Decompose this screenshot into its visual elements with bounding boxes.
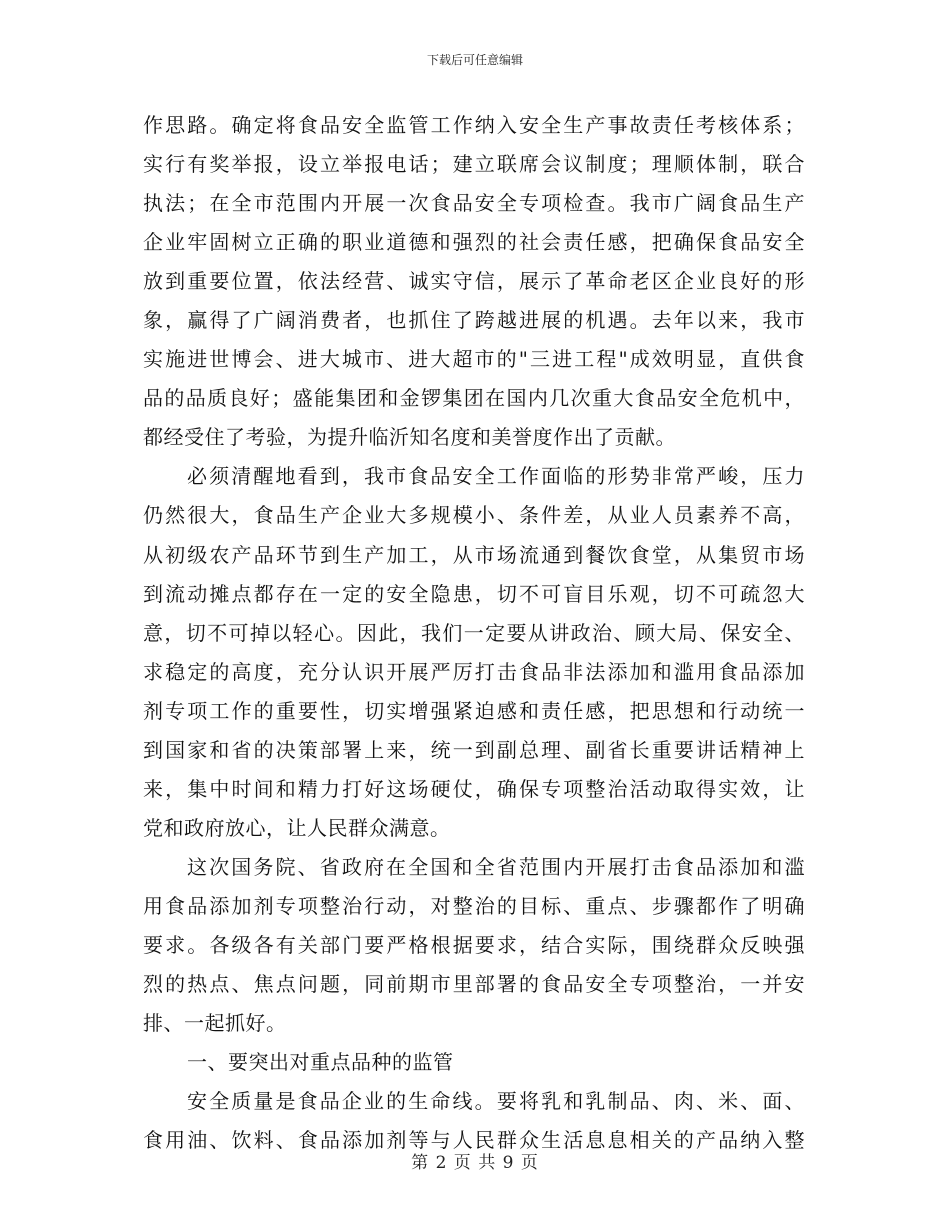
text-line: 到国家和省的决策部署上来，统一到副总理、副省长重要讲话精神上 xyxy=(143,737,805,762)
document-body xyxy=(143,106,805,1160)
text-line: 排、一起抓好。 xyxy=(143,1011,287,1036)
text-line: 来，集中时间和精力打好这场硬仗，确保专项整治活动取得实效，让 xyxy=(143,776,805,801)
text-line: 放到重要位置，依法经营、诚实守信，展示了革命老区企业良好的形 xyxy=(143,269,805,294)
page-number: 第 2 页 共 9 页 xyxy=(411,1153,539,1173)
text-line: 品的品质良好；盛能集团和金锣集团在国内几次重大食品安全危机中， xyxy=(143,386,805,411)
text-line: 这次国务院、省政府在全国和全省范围内开展打击食品添加和滥 xyxy=(187,854,805,879)
text-line: 剂专项工作的重要性，切实增强紧迫感和责任感，把思想和行动统一 xyxy=(143,698,805,723)
page-header: 下载后可任意编辑 xyxy=(426,53,523,67)
text-line: 实施进世博会、进大城市、进大超市的"三进工程"成效明显，直供食 xyxy=(143,347,805,372)
text-line: 都经受住了考验，为提升临沂知名度和美誉度作出了贡献。 xyxy=(143,425,676,450)
text-line: 从初级农产品环节到生产加工，从市场流通到餐饮食堂，从集贸市场 xyxy=(143,542,805,567)
text-line: 作思路。确定将食品安全监管工作纳入安全生产事故责任考核体系； xyxy=(143,113,805,137)
section-heading: 一、要突出对重点品种的监管 xyxy=(187,1050,454,1075)
text-line: 求稳定的高度，充分认识开展严厉打击食品非法添加和滥用食品添加 xyxy=(143,659,805,684)
text-line: 实行有奖举报，设立举报电话；建立联席会议制度；理顺体制，联合 xyxy=(143,152,805,177)
text-line: 食用油、饮料、食品添加剂等与人民群众生活息息相关的产品纳入整 xyxy=(143,1128,805,1153)
text-line: 必须清醒地看到，我市食品安全工作面临的形势非常严峻，压力 xyxy=(187,464,805,489)
text-line: 意，切不可掉以轻心。因此，我们一定要从讲政治、顾大局、保安全、 xyxy=(143,620,805,645)
text-line: 用食品添加剂专项整治行动，对整治的目标、重点、步骤都作了明确 xyxy=(143,893,805,918)
text-line: 企业牢固树立正确的职业道德和强烈的社会责任感，把确保食品安全 xyxy=(143,230,805,255)
text-line: 执法；在全市范围内开展一次食品安全专项检查。我市广阔食品生产 xyxy=(143,191,805,216)
text-line: 要求。各级各有关部门要严格根据要求，结合实际，围绕群众反映强 xyxy=(143,932,805,957)
text-line: 安全质量是食品企业的生命线。要将乳和乳制品、肉、米、面、 xyxy=(187,1089,805,1114)
text-line: 象，赢得了广阔消费者，也抓住了跨越进展的机遇。去年以来，我市 xyxy=(143,308,805,333)
text-line: 到流动摊点都存在一定的安全隐患，切不可盲目乐观，切不可疏忽大 xyxy=(143,581,805,606)
text-line: 烈的热点、焦点问题，同前期市里部署的食品安全专项整治，一并安 xyxy=(143,972,805,997)
text-line: 仍然很大，食品生产企业大多规模小、条件差，从业人员素养不高， xyxy=(143,503,805,528)
text-line: 党和政府放心，让人民群众满意。 xyxy=(143,815,451,840)
